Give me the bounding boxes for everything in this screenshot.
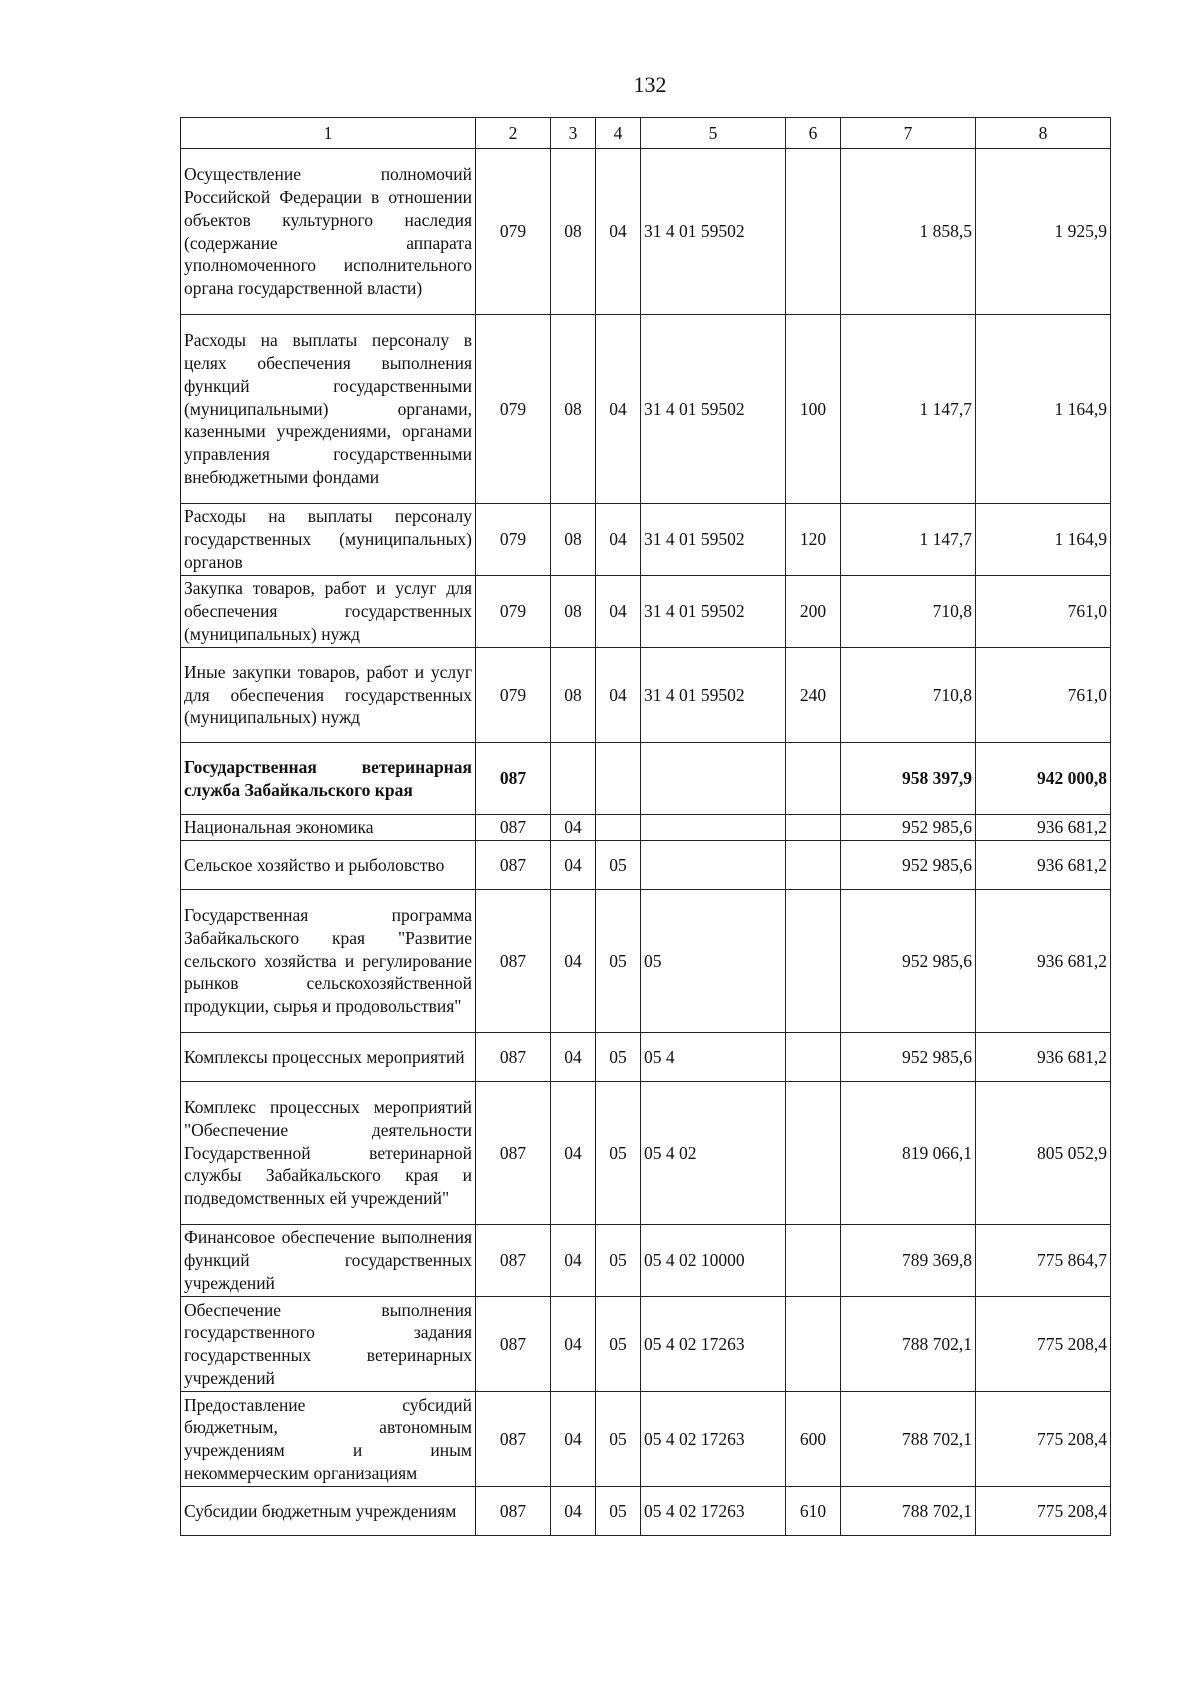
column-header: 2 bbox=[476, 118, 551, 149]
amount-year2-cell: 936 681,2 bbox=[976, 841, 1111, 890]
row-name-cell: Комплекс процессных мероприятий "Обеспечение деятельности Государственной ветеринарной службы Забайкальского края и подведомственных ей учреждений" bbox=[181, 1082, 476, 1225]
section-code-cell: 04 bbox=[551, 815, 596, 841]
section-code-cell: 04 bbox=[551, 1297, 596, 1392]
amount-year2-cell: 775 864,7 bbox=[976, 1225, 1111, 1297]
column-header: 4 bbox=[596, 118, 641, 149]
section-code-cell: 04 bbox=[551, 1392, 596, 1487]
amount-year1-cell: 788 702,1 bbox=[841, 1297, 976, 1392]
expense-type-cell bbox=[786, 841, 841, 890]
expense-type-cell bbox=[786, 1225, 841, 1297]
table-row bbox=[181, 315, 1111, 504]
amount-year1-cell: 710,8 bbox=[841, 648, 976, 743]
row-name-cell: Государственная ветеринарная служба Забайкальского края bbox=[181, 743, 476, 815]
column-header: 8 bbox=[976, 118, 1111, 149]
section-code-cell: 08 bbox=[551, 315, 596, 504]
expense-type-cell: 120 bbox=[786, 504, 841, 576]
expense-type-cell bbox=[786, 1082, 841, 1225]
amount-year2-cell: 761,0 bbox=[976, 576, 1111, 648]
expense-type-cell bbox=[786, 890, 841, 1033]
amount-year2-cell: 1 925,9 bbox=[976, 149, 1111, 315]
expense-type-cell: 200 bbox=[786, 576, 841, 648]
admin-code-cell: 079 bbox=[476, 576, 551, 648]
table-row bbox=[181, 648, 1111, 743]
amount-year1-cell: 710,8 bbox=[841, 576, 976, 648]
subsection-code-cell: 05 bbox=[596, 1297, 641, 1392]
row-name-cell: Расходы на выплаты персоналу государственных (муниципальных) органов bbox=[181, 504, 476, 576]
section-code-cell: 08 bbox=[551, 149, 596, 315]
table-row bbox=[181, 1392, 1111, 1487]
table-row bbox=[181, 1225, 1111, 1297]
table-row bbox=[181, 576, 1111, 648]
admin-code-cell: 079 bbox=[476, 648, 551, 743]
budget-table bbox=[180, 117, 1111, 1536]
admin-code-cell: 087 bbox=[476, 1225, 551, 1297]
amount-year2-cell: 775 208,4 bbox=[976, 1392, 1111, 1487]
target-article-cell: 31 4 01 59502 bbox=[641, 504, 786, 576]
table-row bbox=[181, 815, 1111, 841]
admin-code-cell: 087 bbox=[476, 841, 551, 890]
subsection-code-cell: 05 bbox=[596, 1225, 641, 1297]
amount-year1-cell: 952 985,6 bbox=[841, 1033, 976, 1082]
target-article-cell: 05 4 02 17263 bbox=[641, 1297, 786, 1392]
section-code-cell: 04 bbox=[551, 841, 596, 890]
table-row bbox=[181, 1297, 1111, 1392]
row-name-cell: Закупка товаров, работ и услуг для обеспечения государственных (муниципальных) нужд bbox=[181, 576, 476, 648]
target-article-cell: 05 4 02 17263 bbox=[641, 1392, 786, 1487]
column-header: 6 bbox=[786, 118, 841, 149]
admin-code-cell: 087 bbox=[476, 1033, 551, 1082]
admin-code-cell: 087 bbox=[476, 1082, 551, 1225]
row-name-cell: Осуществление полномочий Российской Федерации в отношении объектов культурного наследия (содержание аппарата уполномоченного исполнительного органа государственной власти) bbox=[181, 149, 476, 315]
amount-year1-cell: 952 985,6 bbox=[841, 815, 976, 841]
target-article-cell: 31 4 01 59502 bbox=[641, 315, 786, 504]
amount-year2-cell: 936 681,2 bbox=[976, 1033, 1111, 1082]
table-body bbox=[181, 149, 1111, 1536]
target-article-cell bbox=[641, 841, 786, 890]
admin-code-cell: 079 bbox=[476, 504, 551, 576]
row-name-cell: Расходы на выплаты персоналу в целях обеспечения выполнения функций государственными (муниципальными) органами, казенными учреждениями, органами управления государственными внебюджетными фондами bbox=[181, 315, 476, 504]
expense-type-cell: 240 bbox=[786, 648, 841, 743]
expense-type-cell: 100 bbox=[786, 315, 841, 504]
admin-code-cell: 087 bbox=[476, 1297, 551, 1392]
amount-year1-cell: 1 147,7 bbox=[841, 315, 976, 504]
column-header: 7 bbox=[841, 118, 976, 149]
target-article-cell bbox=[641, 815, 786, 841]
row-name-cell: Иные закупки товаров, работ и услуг для обеспечения государственных (муниципальных) нужд bbox=[181, 648, 476, 743]
section-code-cell: 04 bbox=[551, 1033, 596, 1082]
target-article-cell bbox=[641, 743, 786, 815]
target-article-cell: 05 bbox=[641, 890, 786, 1033]
expense-type-cell bbox=[786, 743, 841, 815]
target-article-cell: 05 4 bbox=[641, 1033, 786, 1082]
row-name-cell: Финансовое обеспечение выполнения функций государственных учреждений bbox=[181, 1225, 476, 1297]
subsection-code-cell: 05 bbox=[596, 841, 641, 890]
amount-year1-cell: 788 702,1 bbox=[841, 1487, 976, 1536]
amount-year1-cell: 952 985,6 bbox=[841, 890, 976, 1033]
subsection-code-cell: 04 bbox=[596, 648, 641, 743]
section-code-cell: 04 bbox=[551, 1487, 596, 1536]
column-header: 3 bbox=[551, 118, 596, 149]
table-row bbox=[181, 743, 1111, 815]
admin-code-cell: 087 bbox=[476, 1487, 551, 1536]
amount-year2-cell: 942 000,8 bbox=[976, 743, 1111, 815]
subsection-code-cell: 05 bbox=[596, 890, 641, 1033]
section-code-cell: 04 bbox=[551, 1082, 596, 1225]
target-article-cell: 31 4 01 59502 bbox=[641, 149, 786, 315]
subsection-code-cell: 04 bbox=[596, 149, 641, 315]
target-article-cell: 05 4 02 10000 bbox=[641, 1225, 786, 1297]
subsection-code-cell: 05 bbox=[596, 1392, 641, 1487]
amount-year1-cell: 958 397,9 bbox=[841, 743, 976, 815]
row-name-cell: Национальная экономика bbox=[181, 815, 476, 841]
table-row bbox=[181, 149, 1111, 315]
amount-year2-cell: 1 164,9 bbox=[976, 504, 1111, 576]
expense-type-cell bbox=[786, 1297, 841, 1392]
table-row bbox=[181, 1082, 1111, 1225]
expense-type-cell bbox=[786, 815, 841, 841]
target-article-cell: 05 4 02 17263 bbox=[641, 1487, 786, 1536]
section-code-cell: 08 bbox=[551, 648, 596, 743]
subsection-code-cell bbox=[596, 743, 641, 815]
table-row bbox=[181, 504, 1111, 576]
amount-year1-cell: 788 702,1 bbox=[841, 1392, 976, 1487]
row-name-cell: Субсидии бюджетным учреждениям bbox=[181, 1487, 476, 1536]
subsection-code-cell bbox=[596, 815, 641, 841]
section-code-cell bbox=[551, 743, 596, 815]
admin-code-cell: 079 bbox=[476, 315, 551, 504]
section-code-cell: 08 bbox=[551, 504, 596, 576]
section-code-cell: 04 bbox=[551, 1225, 596, 1297]
amount-year2-cell: 805 052,9 bbox=[976, 1082, 1111, 1225]
row-name-cell: Комплексы процессных мероприятий bbox=[181, 1033, 476, 1082]
expense-type-cell bbox=[786, 149, 841, 315]
page-number: 132 bbox=[633, 72, 667, 97]
subsection-code-cell: 05 bbox=[596, 1487, 641, 1536]
amount-year1-cell: 952 985,6 bbox=[841, 841, 976, 890]
admin-code-cell: 087 bbox=[476, 743, 551, 815]
amount-year1-cell: 1 858,5 bbox=[841, 149, 976, 315]
amount-year1-cell: 1 147,7 bbox=[841, 504, 976, 576]
amount-year1-cell: 819 066,1 bbox=[841, 1082, 976, 1225]
row-name-cell: Предоставление субсидий бюджетным, автономным учреждениям и иным некоммерческим организациям bbox=[181, 1392, 476, 1487]
amount-year2-cell: 775 208,4 bbox=[976, 1297, 1111, 1392]
amount-year1-cell: 789 369,8 bbox=[841, 1225, 976, 1297]
row-name-cell: Сельское хозяйство и рыболовство bbox=[181, 841, 476, 890]
admin-code-cell: 087 bbox=[476, 815, 551, 841]
row-name-cell: Обеспечение выполнения государственного задания государственных ветеринарных учреждений bbox=[181, 1297, 476, 1392]
admin-code-cell: 087 bbox=[476, 1392, 551, 1487]
expense-type-cell bbox=[786, 1033, 841, 1082]
column-header: 1 bbox=[181, 118, 476, 149]
subsection-code-cell: 04 bbox=[596, 315, 641, 504]
table-header-row bbox=[181, 118, 1111, 149]
target-article-cell: 31 4 01 59502 bbox=[641, 648, 786, 743]
table-row bbox=[181, 890, 1111, 1033]
subsection-code-cell: 04 bbox=[596, 576, 641, 648]
table-row bbox=[181, 1487, 1111, 1536]
target-article-cell: 31 4 01 59502 bbox=[641, 576, 786, 648]
table-row bbox=[181, 1033, 1111, 1082]
subsection-code-cell: 05 bbox=[596, 1082, 641, 1225]
amount-year2-cell: 775 208,4 bbox=[976, 1487, 1111, 1536]
admin-code-cell: 087 bbox=[476, 890, 551, 1033]
amount-year2-cell: 1 164,9 bbox=[976, 315, 1111, 504]
subsection-code-cell: 05 bbox=[596, 1033, 641, 1082]
amount-year2-cell: 761,0 bbox=[976, 648, 1111, 743]
expense-type-cell: 600 bbox=[786, 1392, 841, 1487]
table-row bbox=[181, 841, 1111, 890]
subsection-code-cell: 04 bbox=[596, 504, 641, 576]
admin-code-cell: 079 bbox=[476, 149, 551, 315]
section-code-cell: 08 bbox=[551, 576, 596, 648]
section-code-cell: 04 bbox=[551, 890, 596, 1033]
amount-year2-cell: 936 681,2 bbox=[976, 815, 1111, 841]
amount-year2-cell: 936 681,2 bbox=[976, 890, 1111, 1033]
row-name-cell: Государственная программа Забайкальского края "Развитие сельского хозяйства и регулирование рынков сельскохозяйственной продукции, сырья и продовольствия" bbox=[181, 890, 476, 1033]
expense-type-cell: 610 bbox=[786, 1487, 841, 1536]
column-header: 5 bbox=[641, 118, 786, 149]
target-article-cell: 05 4 02 bbox=[641, 1082, 786, 1225]
